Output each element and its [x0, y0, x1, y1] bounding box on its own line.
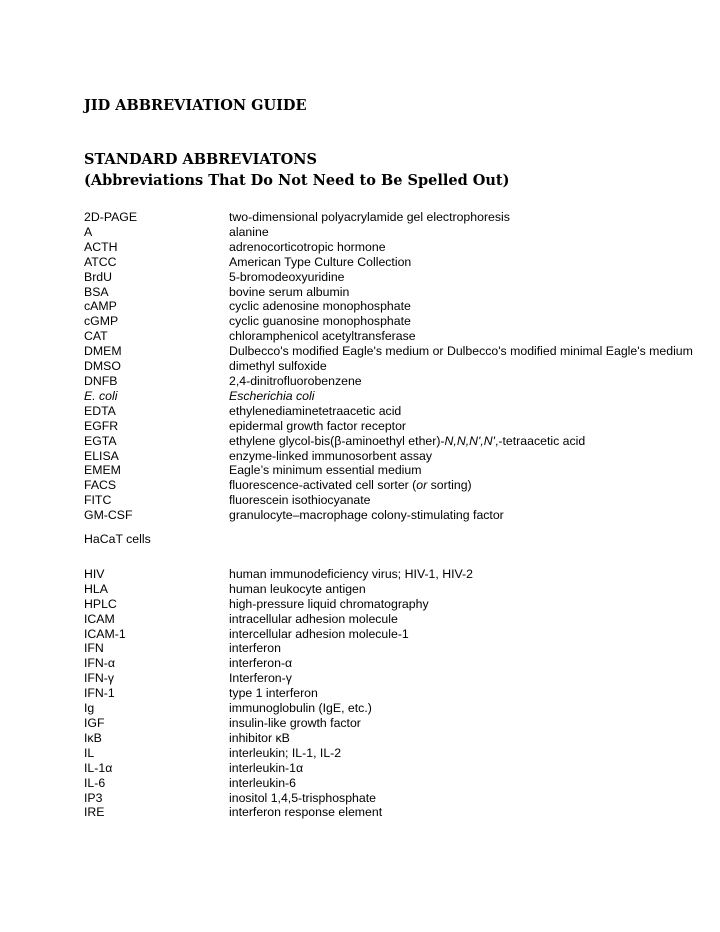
abbreviation-definition: fluorescein isothiocyanate: [229, 493, 371, 508]
abbreviation-term: FITC: [84, 493, 112, 508]
abbreviation-term: FACS: [84, 478, 117, 493]
abbreviation-definition: intercellular adhesion molecule-1: [229, 626, 409, 641]
definition-italic-text: or: [416, 478, 428, 493]
abbreviation-definition: Eagle’s minimum essential medium: [229, 463, 422, 478]
abbreviation-row: [84, 776, 704, 791]
abbreviation-row: [84, 612, 704, 627]
abbreviation-term: DMSO: [84, 359, 121, 374]
abbreviation-row: [84, 597, 704, 612]
abbreviation-term: BrdU: [84, 269, 113, 284]
abbreviation-definition: interleukin; IL-1, IL-2: [229, 745, 342, 760]
definition-text: ethylene glycol-bis(β-aminoethyl ether)-: [229, 433, 445, 448]
abbreviation-term: Ig: [84, 701, 95, 716]
abbreviation-row: [84, 761, 704, 776]
abbreviation-definition: interferon response element: [229, 805, 383, 820]
abbreviation-row: [84, 255, 704, 270]
definition-text: ,-tetraacetic acid: [495, 433, 586, 448]
abbreviation-definition: 2,4-dinitrofluorobenzene: [229, 373, 362, 388]
abbreviation-term: IL-6: [84, 775, 106, 790]
abbreviation-term: ICAM-1: [84, 626, 126, 641]
abbreviation-row: [84, 656, 704, 671]
abbreviation-row: [84, 686, 704, 701]
abbreviation-row: [84, 671, 704, 686]
abbreviation-row: [84, 493, 704, 508]
abbreviation-list: [84, 210, 704, 820]
abbreviation-row: [84, 731, 704, 746]
abbreviation-definition: epidermal growth factor receptor: [229, 418, 407, 433]
abbreviation-term: A: [84, 224, 93, 239]
abbreviation-row: [84, 344, 704, 359]
abbreviation-row: [84, 359, 704, 374]
abbreviation-term: CAT: [84, 329, 108, 344]
abbreviation-definition: enzyme-linked immunosorbent assay: [229, 448, 432, 463]
abbreviation-definition: interferon-α: [229, 656, 293, 671]
abbreviation-definition: dimethyl sulfoxide: [229, 359, 327, 374]
abbreviation-definition: human immunodeficiency virus; HIV-1, HIV-2: [229, 566, 473, 581]
abbreviation-definition: Dulbecco's modified Eagle's medium or Dulbecco's modified minimal Eagle's medium: [229, 344, 693, 359]
abbreviation-term: IFN-1: [84, 686, 115, 701]
abbreviation-definition: chloramphenicol acetyltransferase: [229, 329, 416, 344]
abbreviation-term: GM-CSF: [84, 508, 133, 523]
section-title: STANDARD ABBREVIATONS: [84, 151, 317, 168]
abbreviation-definition: adrenocorticotropic hormone: [229, 239, 386, 254]
abbreviation-row: [84, 641, 704, 656]
abbreviation-definition: granulocyte–macrophage colony-stimulating factor: [229, 508, 504, 523]
abbreviation-row: [84, 791, 704, 806]
abbreviation-row: [84, 389, 704, 404]
abbreviation-term: IκB: [84, 730, 102, 745]
abbreviation-term: cGMP: [84, 314, 119, 329]
definition-italic-text: N,N,N',N': [444, 433, 495, 448]
abbreviation-definition: [229, 478, 704, 493]
abbreviation-row: [84, 225, 704, 240]
definition-text: fluorescence-activated cell sorter (: [229, 478, 417, 493]
abbreviation-row: [84, 419, 704, 434]
abbreviation-term: HLA: [84, 581, 108, 596]
abbreviation-definition: Escherichia coli: [229, 388, 315, 403]
abbreviation-row: [84, 567, 704, 582]
abbreviation-row: [84, 299, 704, 314]
abbreviation-definition: immunoglobulin (IgE, etc.): [229, 701, 372, 716]
abbreviation-definition: inhibitor κB: [229, 730, 290, 745]
abbreviation-definition: Interferon-γ: [229, 671, 292, 686]
abbreviation-term: IRE: [84, 805, 105, 820]
abbreviation-definition: [229, 532, 704, 547]
abbreviation-term: IFN-γ: [84, 671, 115, 686]
abbreviation-term: IP3: [84, 790, 103, 805]
abbreviation-definition: alanine: [229, 224, 269, 239]
abbreviation-row: [84, 240, 704, 255]
abbreviation-term: IL-1α: [84, 760, 113, 775]
abbreviation-row: [84, 508, 704, 523]
abbreviation-definition: insulin-like growth factor: [229, 716, 361, 730]
abbreviation-term: ELISA: [84, 448, 119, 463]
abbreviation-row: [84, 805, 704, 820]
abbreviation-row: [84, 404, 704, 419]
abbreviation-definition: American Type Culture Collection: [229, 254, 412, 269]
abbreviation-definition: interferon: [229, 641, 281, 656]
abbreviation-row: [84, 210, 704, 225]
abbreviation-definition: cyclic guanosine monophosphate: [229, 314, 411, 329]
abbreviation-row: [84, 627, 704, 642]
abbreviation-row: [84, 478, 704, 493]
abbreviation-definition: [229, 434, 704, 449]
abbreviation-term: IFN: [84, 641, 104, 656]
abbreviation-definition: human leukocyte antigen: [229, 581, 366, 596]
abbreviation-term: EDTA: [84, 403, 116, 418]
abbreviation-term: IFN-α: [84, 656, 116, 671]
abbreviation-term: E. coli: [84, 388, 118, 403]
abbreviation-row: [84, 270, 704, 285]
abbreviation-row: [84, 449, 704, 464]
abbreviation-term: HaCaT cells: [84, 532, 151, 547]
abbreviation-term: DNFB: [84, 373, 118, 388]
abbreviation-term: EGFR: [84, 418, 119, 433]
abbreviation-definition: intracellular adhesion molecule: [229, 611, 398, 626]
abbreviation-definition: interleukin-1α: [229, 760, 304, 775]
abbreviation-row: [84, 434, 704, 449]
abbreviation-term: BSA: [84, 284, 109, 299]
definition-text: sorting): [427, 478, 472, 493]
abbreviation-term: EGTA: [84, 433, 117, 448]
abbreviation-term: ACTH: [84, 239, 118, 254]
abbreviation-row: [84, 701, 704, 716]
abbreviation-row: [84, 329, 704, 344]
abbreviation-term: IL: [84, 745, 95, 760]
abbreviation-term: ICAM: [84, 611, 115, 626]
abbreviation-term: IGF: [84, 716, 105, 730]
abbreviation-term: HIV: [84, 566, 105, 581]
abbreviation-row: [84, 716, 704, 731]
abbreviation-row: [84, 374, 704, 389]
abbreviation-term: HPLC: [84, 596, 117, 611]
abbreviation-row: [84, 463, 704, 478]
abbreviation-row: [84, 314, 704, 329]
abbreviation-term: DMEM: [84, 344, 122, 359]
abbreviation-term: ATCC: [84, 254, 117, 269]
abbreviation-definition: bovine serum albumin: [229, 284, 350, 299]
abbreviation-definition: inositol 1,4,5-trisphosphate: [229, 790, 376, 805]
abbreviation-definition: interleukin-6: [229, 775, 296, 790]
abbreviation-row: [84, 746, 704, 761]
abbreviation-term: cAMP: [84, 299, 117, 314]
abbreviation-term: 2D-PAGE: [84, 210, 138, 224]
abbreviation-definition: 5-bromodeoxyuridine: [229, 269, 345, 284]
abbreviation-row: [84, 582, 704, 597]
guide-title: JID ABBREVIATION GUIDE: [84, 97, 307, 114]
abbreviation-row: [84, 285, 704, 300]
abbreviation-term: EMEM: [84, 463, 121, 478]
abbreviation-definition: ethylenediaminetetraacetic acid: [229, 403, 402, 418]
abbreviation-definition: two-dimensional polyacrylamide gel electrophoresis: [229, 210, 510, 224]
abbreviation-definition: high-pressure liquid chromatography: [229, 596, 429, 611]
section-subtitle: (Abbreviations That Do Not Need to Be Spelled Out): [84, 172, 510, 189]
abbreviation-definition: type 1 interferon: [229, 686, 318, 701]
abbreviation-definition: cyclic adenosine monophosphate: [229, 299, 411, 314]
abbreviation-row: [84, 532, 704, 547]
